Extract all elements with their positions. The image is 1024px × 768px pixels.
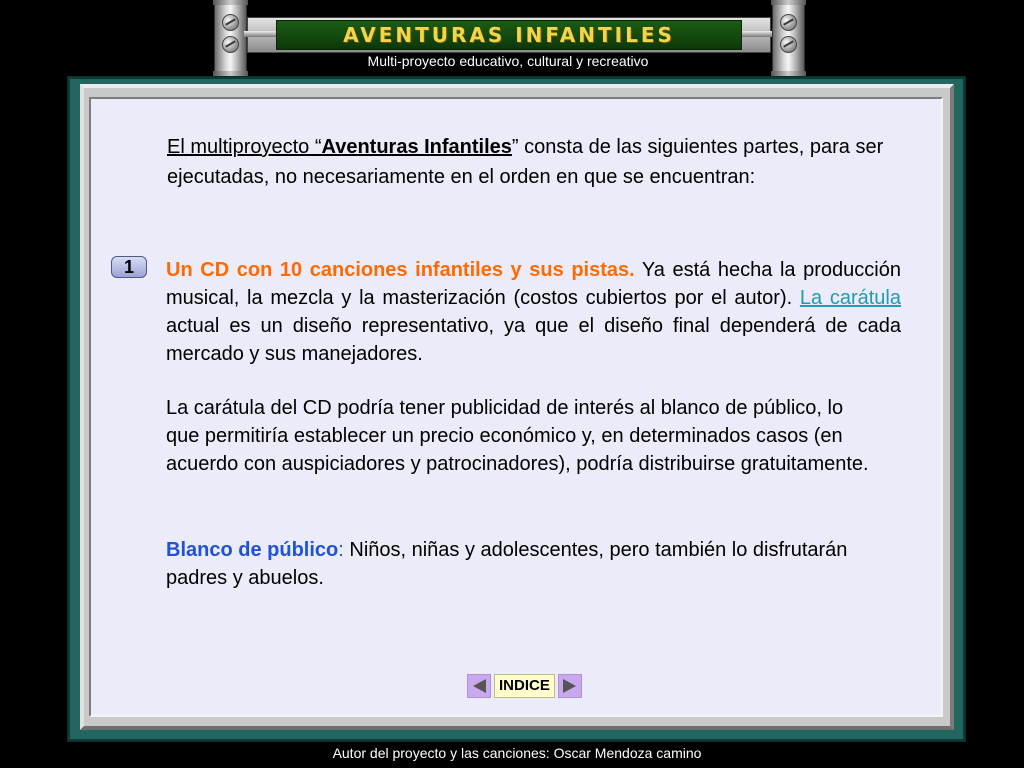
caratula-link[interactable]: La carátula	[799, 287, 901, 309]
project-name: Aventuras Infantiles	[321, 136, 512, 158]
right-pillar	[772, 0, 805, 76]
slide-navigation	[467, 674, 582, 698]
footer-credit: Autor del proyecto y las canciones: Oscar Mendoza camino	[332, 745, 702, 761]
next-button[interactable]	[558, 674, 582, 698]
screw-icon	[780, 36, 797, 53]
intro-suffix: ” consta de las siguientes partes, para ser ejecutadas, no necesariamente en el orden en que se encuentran:	[167, 136, 884, 188]
intro-prefix: El multiproyecto “	[167, 136, 322, 158]
item-1-paragraph	[166, 256, 901, 368]
banner-subtitle: Multi-proyecto educativo, cultural y recreativo	[367, 53, 649, 69]
previous-button[interactable]	[467, 674, 491, 698]
index-button[interactable]: INDICE	[494, 674, 555, 698]
right-triangle-icon	[563, 679, 576, 693]
caratula-paragraph: La carátula del CD podría tener publicidad de interés al blanco de público, lo que permitiría establecer un precio económico y, en determinados casos (en acuerdo con auspiciadores y patrocinadores), podría distribuirse gratuitamente.	[166, 397, 869, 475]
audience-text: Niños, niñas y adolescentes, pero también lo disfrutarán padres y abuelos.	[166, 539, 848, 589]
item-1-text-b: actual es un diseño representativo, ya que el diseño final dependerá de cada mercado y sus manejadores.	[166, 315, 901, 365]
audience-colon: :	[338, 539, 344, 561]
audience-paragraph	[166, 536, 886, 592]
left-triangle-icon	[473, 679, 486, 693]
intro-paragraph	[167, 132, 907, 192]
item-1-headline: Un CD con 10 canciones infantiles y sus pistas.	[166, 259, 635, 281]
screw-icon	[222, 36, 239, 53]
left-pillar	[214, 0, 247, 76]
item-number-badge: 1	[111, 256, 147, 278]
screw-icon	[780, 14, 797, 31]
item-1-text-a: Ya está hecha la producción musical, la mezcla y la masterización (costos cubiertos por el autor).	[166, 259, 901, 309]
screw-icon	[222, 14, 239, 31]
audience-label: Blanco de público	[166, 539, 339, 561]
banner-title: AVENTURAS INFANTILES	[276, 20, 742, 50]
